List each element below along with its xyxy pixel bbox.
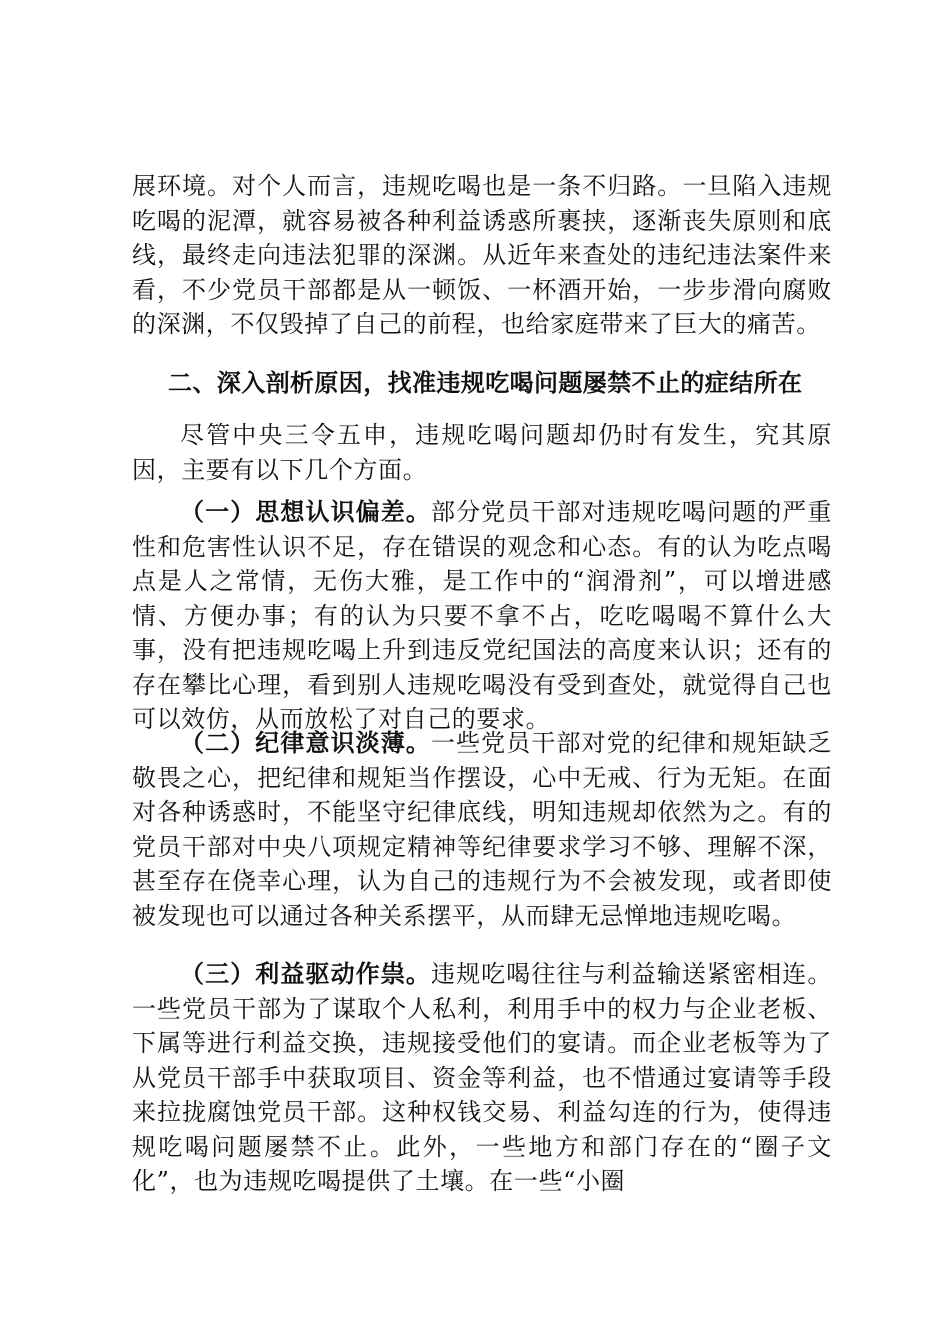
paragraph-body [132,495,832,737]
paragraph-continuation [132,169,832,342]
paragraph-thinking-bias [132,495,832,737]
subsection-lead: （一）思想认识偏差。 [180,498,431,526]
paragraph-intro [132,418,832,487]
paragraph-interest [132,957,832,1199]
subsection-lead: （二）纪律意识淡薄。 [180,729,431,757]
subsection-lead: （三）利益驱动作祟。 [180,960,431,988]
paragraph-text: 违规吃喝往往与利益输送紧密相连。一些党员干部为了谋取个人私利，利用手中的权力与企业老板、下属等进行利益交换，违规接受他们的宴请。而企业老板等为了从党员干部手中获取项目、资金等利益，也不惜通过宴请等手段来拉拢腐蚀党员干部。这种权钱交易、利益勾连的行为，使得违规吃喝问题屡禁不止。此外，一些地方和部门存在的“圈子文化”，也为违规吃喝提供了土壤。在一些“小圈 [132,960,833,1195]
paragraph-text: 展环境。对个人而言，违规吃喝也是一条不归路。一旦陷入违规吃喝的泥潭，就容易被各种利益诱惑所裹挟，逐渐丧失原则和底线，最终走向违法犯罪的深渊。从近年来查处的违纪违法案件来看，不少党员干部都是从一顿饭、一杯酒开始，一步步滑向腐败的深渊，不仅毁掉了自己的前程，也给家庭带来了巨大的痛苦。 [132,172,832,338]
paragraph-text: 一些党员干部对党的纪律和规矩缺乏敬畏之心，把纪律和规矩当作摆设，心中无戒、行为无矩。在面对各种诱惑时，不能坚守纪律底线，明知违规却依然为之。有的党员干部对中央八项规定精神等纪律要求学习不够、理解不深，甚至存在侥幸心理，认为自己的违规行为不会被发现，或者即使被发现也可以通过各种关系摆平，从而肆无忌惮地违规吃喝。 [132,729,833,930]
section-heading: 二、深入剖析原因，找准违规吃喝问题屡禁不止的症结所在 [168,369,803,397]
paragraph-discipline [132,726,832,933]
paragraph-text: 尽管中央三令五申，违规吃喝问题却仍时有发生，究其原因，主要有以下几个方面。 [132,421,832,484]
paragraph-body [132,726,832,933]
paragraph-text: 部分党员干部对违规吃喝问题的严重性和危害性认识不足，存在错误的观念和心态。有的认为吃点喝点是人之常情，无伤大雅，是工作中的“润滑剂”，可以增进感情、方便办事；有的认为只要不拿不占，吃吃喝喝不算什么大事，没有把违规吃喝上升到违反党纪国法的高度来认识；还有的存在攀比心理，看到别人违规吃喝没有受到查处，就觉得自己也可以效仿，从而放松了对自己的要求。 [132,498,833,733]
paragraph-body [132,957,832,1199]
